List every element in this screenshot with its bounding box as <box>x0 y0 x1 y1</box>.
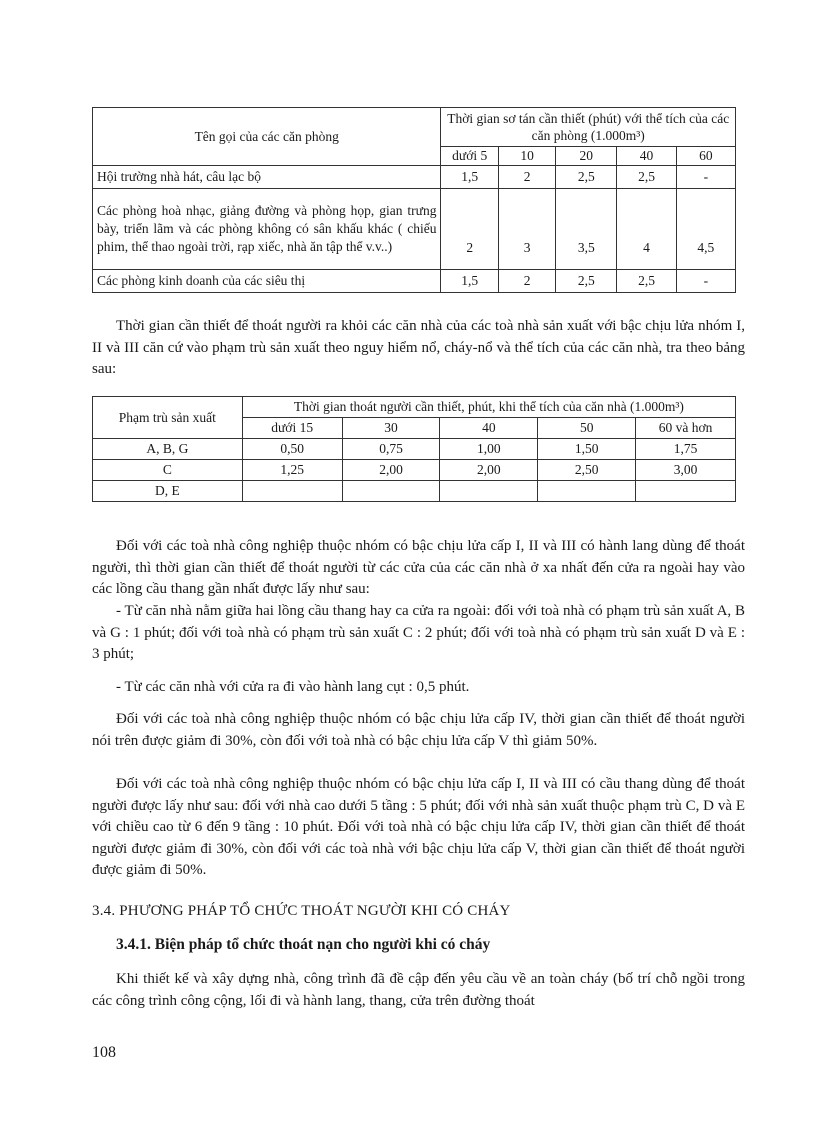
table-row <box>93 189 736 270</box>
table2-cell: 2,50 <box>538 460 636 481</box>
table1-room-name: Hội trường nhà hát, câu lạc bộ <box>93 166 441 189</box>
table2-cell: 1,50 <box>538 439 636 460</box>
paragraph-intro-table2: Thời gian cần thiết để thoát người ra khỏi các căn nhà của các toà nhà sản xuất với bậc chịu lửa nhóm I, II và III căn cứ vào phạm trù sản xuất theo nguy hiểm nổ, cháy-nổ và thể tích của các căn nhà, tra theo bảng sau: <box>92 318 745 377</box>
table1-cell: 2,5 <box>617 270 676 293</box>
table2-cell: 3,00 <box>636 460 736 481</box>
table2-cell: 2,00 <box>440 460 538 481</box>
table-row <box>93 481 736 502</box>
table2-col-header: 30 <box>342 418 440 439</box>
table2-cell: 0,75 <box>342 439 440 460</box>
evacuation-time-table-rooms <box>92 107 736 293</box>
table2-col-header: 40 <box>440 418 538 439</box>
table2-group-header: Thời gian thoát người cần thiết, phút, khi thể tích của căn nhà (1.000m³) <box>242 397 735 418</box>
table2-col-header: 60 và hơn <box>636 418 736 439</box>
table-row <box>93 166 736 189</box>
paragraph-design-requirements: Khi thiết kế và xây dựng nhà, công trình đã đề cập đến yêu cầu về an toàn cháy (bố trí chỗ ngồi trong các công trình công cộng, lối đi và hành lang, thang, cửa trên đường thoát <box>92 971 745 1009</box>
table2-category-header: Phạm trù sản xuất <box>93 397 243 439</box>
table1-cell: 2,5 <box>556 166 617 189</box>
table1-col-header: 60 <box>676 147 735 166</box>
section-heading: 3.4. PHƯƠNG PHÁP TỔ CHỨC THOÁT NGƯỜI KHI CÓ CHÁY <box>92 903 511 919</box>
table1-col-header: dưới 5 <box>441 147 498 166</box>
table1-group-header: Thời gian sơ tán cần thiết (phút) với thể tích của các căn phòng (1.000m³) <box>441 108 736 147</box>
table1-room-name: Các phòng kinh doanh của các siêu thị <box>93 270 441 293</box>
paragraph-between-stairwells: - Từ căn nhà nằm giữa hai lồng cầu thang hay ca cửa ra ngoài: đối với toà nhà có phạm trù sản xuất A, B và G : 1 phút; đối với toà nhà có phạm trù sản xuất C : 2 phút; đối với toà nhà có phạm trù sản xuất D và E : 3 phút; <box>92 603 745 662</box>
table1-cell: 4 <box>617 189 676 270</box>
table-row <box>93 460 736 481</box>
table-row <box>93 270 736 293</box>
page-number: 108 <box>92 1044 116 1061</box>
table1-cell: 1,5 <box>441 270 498 293</box>
table1-cell: 2,5 <box>617 166 676 189</box>
table1-cell: 3,5 <box>556 189 617 270</box>
table1-name-header: Tên gọi của các căn phòng <box>93 108 441 166</box>
table2-cell: 2,00 <box>342 460 440 481</box>
evacuation-time-table-production <box>92 396 736 502</box>
table2-cell: 1,00 <box>440 439 538 460</box>
table-row <box>93 439 736 460</box>
table2-cell <box>636 481 736 502</box>
table1-cell: 3 <box>498 189 555 270</box>
table1-cell: 2,5 <box>556 270 617 293</box>
table2-col-header: dưới 15 <box>242 418 342 439</box>
table2-cell <box>538 481 636 502</box>
table2-category: C <box>93 460 243 481</box>
table1-cell: 2 <box>498 270 555 293</box>
table2-category: A, B, G <box>93 439 243 460</box>
table1-cell: - <box>676 270 735 293</box>
table1-col-header: 20 <box>556 147 617 166</box>
paragraph-stairs-evacuation: Đối với các toà nhà công nghiệp thuộc nhóm có bậc chịu lửa cấp I, II và III có cầu thang dùng để thoát người được lấy như sau: đối với nhà cao dưới 5 tầng : 5 phút; đối với nhà sản xuất thuộc phạm trù C, D và E với chiều cao từ 6 đến 9 tầng : 10 phút. Đối với toà nhà có bậc chịu lửa cấp IV, thời gian cần thiết để thoát người được giảm đi 30%, còn đối với các toà nhà với bậc chịu lửa cấp V, thời gian cần thiết để thoát người được giảm đi 50%. <box>92 776 745 878</box>
table1-cell: 2 <box>498 166 555 189</box>
paragraph-dead-end-corridor: - Từ các căn nhà với cửa ra đi vào hành lang cụt : 0,5 phút. <box>116 679 470 695</box>
table2-cell <box>342 481 440 502</box>
paragraph-corridor-evacuation: Đối với các toà nhà công nghiệp thuộc nhóm có bậc chịu lửa cấp I, II và III có hành lang dùng để thoát người, thì thời gian cần thiết để thoát người từ các cửa của các căn nhà ở xa nhất đến cửa ra ngoài hay vào các lồng cầu thang gần nhất được lấy như sau: <box>92 538 745 597</box>
table1-cell: 2 <box>441 189 498 270</box>
table1-cell: 1,5 <box>441 166 498 189</box>
table2-cell <box>440 481 538 502</box>
table1-col-header: 40 <box>617 147 676 166</box>
table2-cell: 1,25 <box>242 460 342 481</box>
table2-cell: 1,75 <box>636 439 736 460</box>
table1-cell: 4,5 <box>676 189 735 270</box>
table2-cell <box>242 481 342 502</box>
table1-cell: - <box>676 166 735 189</box>
paragraph-fire-class-iv: Đối với các toà nhà công nghiệp thuộc nhóm có bậc chịu lửa cấp IV, thời gian cần thiết để thoát người nói trên được giảm đi 30%, còn đối với toà nhà có bậc chịu lửa cấp V thì giảm 50%. <box>92 711 745 749</box>
table2-cell: 0,50 <box>242 439 342 460</box>
table2-category: D, E <box>93 481 243 502</box>
table2-col-header: 50 <box>538 418 636 439</box>
table1-col-header: 10 <box>498 147 555 166</box>
table1-room-name: Các phòng hoà nhạc, giảng đường và phòng họp, gian trưng bày, triển lãm và các phòng không có sân khấu khác ( chiếu phim, thể thao ngoài trời, rạp xiếc, nhà ăn tập thể v.v..) <box>93 189 441 270</box>
subsection-heading: 3.4.1. Biện pháp tổ chức thoát nạn cho người khi có cháy <box>116 936 491 953</box>
